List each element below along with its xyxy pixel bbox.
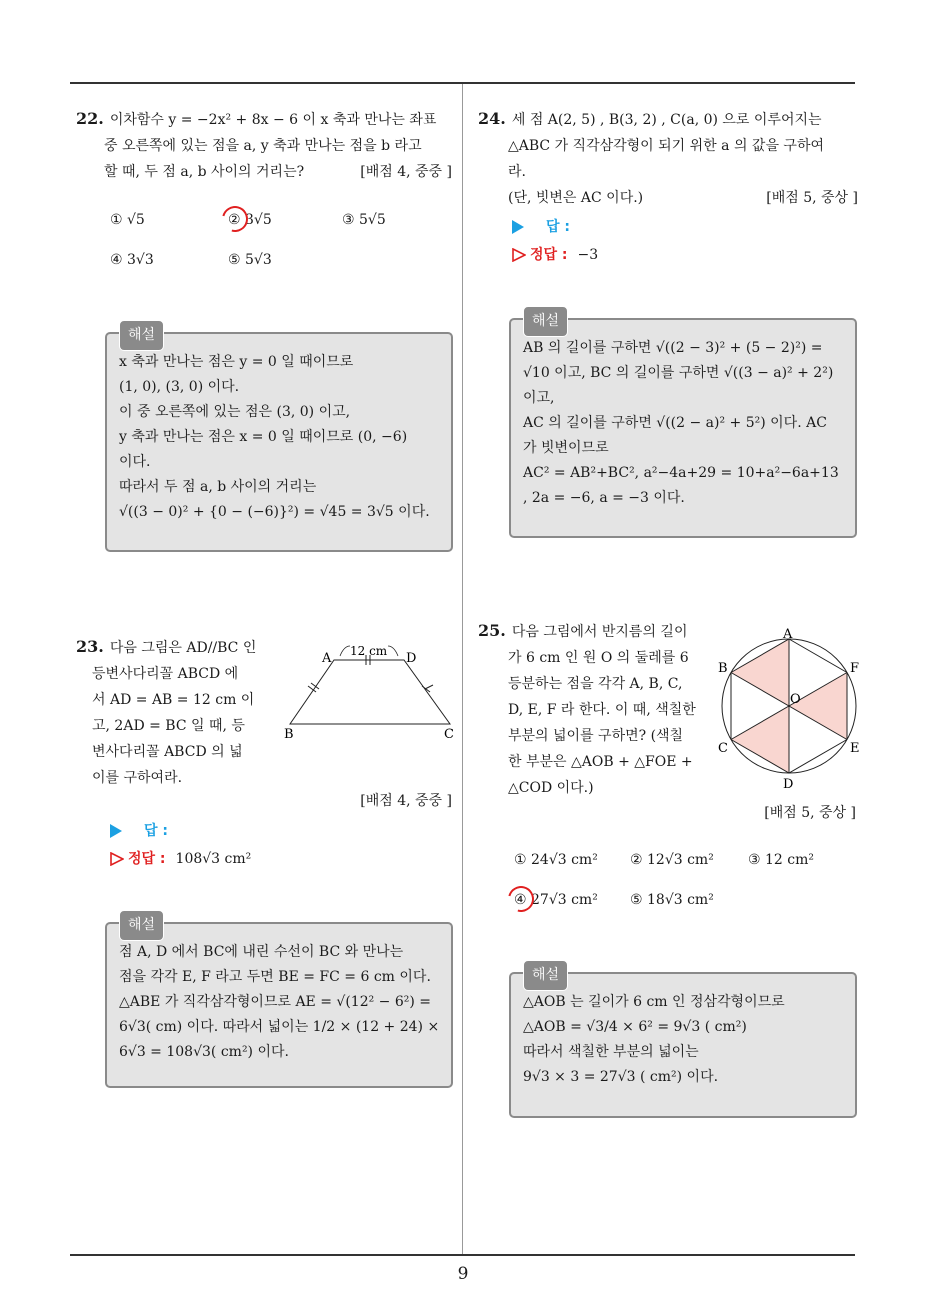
- explanation-line: 이다.: [119, 454, 151, 470]
- choices-22: [110, 212, 450, 272]
- question-number: 22.: [76, 109, 104, 128]
- question-text-line: 이차함수 y = −2x² + 8x − 6 이 x 축과 만나는 좌표: [109, 112, 437, 128]
- answer-line-23[interactable]: [110, 820, 168, 840]
- question-25: [478, 618, 708, 801]
- vertex-d: D: [783, 777, 794, 788]
- correct-line-23: [110, 848, 251, 868]
- score-meta: [배점 5, 중상 ]: [766, 190, 858, 206]
- question-text-line: D, E, F 라 한다. 이 때, 색칠한: [508, 702, 696, 718]
- score-meta-23: [배점 4, 중중 ]: [360, 793, 452, 809]
- page-number: 9: [457, 1264, 469, 1284]
- explanation-line: 점을 각각 E, F 라고 두면 BE = FC = 6 cm 이다.: [119, 969, 431, 985]
- play-icon: [110, 824, 122, 838]
- question-number: 23.: [76, 637, 104, 656]
- choice-5[interactable]: ⑤ 5√3: [228, 252, 272, 268]
- explanation-line: , 2a = −6, a = −3 이다.: [523, 490, 685, 506]
- question-text-line: 세 점 A(2, 5) , B(3, 2) , C(a, 0) 으로 이루어지는: [511, 112, 822, 128]
- choice-2[interactable]: ② 12√3 cm²: [630, 852, 714, 868]
- question-text-line: 등변사다리꼴 ABCD 에: [92, 666, 239, 682]
- play-outline-icon: [110, 852, 124, 866]
- choice-2[interactable]: ② 3√5: [228, 212, 272, 228]
- explanation-22: [105, 327, 453, 552]
- explanation-line: AC 의 길이를 구하면 √((2 − a)² + 5²) 이다. AC: [523, 415, 827, 431]
- column-divider: [462, 84, 463, 1254]
- question-text-line: 이를 구하여라.: [92, 770, 183, 786]
- explanation-line: 이 중 오른쪽에 있는 점은 (3, 0) 이고,: [119, 404, 351, 420]
- explanation-tag: 해설: [119, 910, 164, 941]
- question-number: 24.: [478, 109, 506, 128]
- explanation-24: [509, 313, 857, 538]
- explanation-line: √((3 − 0)² + {0 − (−6)}²) = √45 = 3√5 이다.: [119, 504, 430, 520]
- question-text-line: 한 부분은 △AOB + △FOE +: [508, 754, 693, 770]
- answer-label: 답 :: [144, 823, 168, 839]
- choice-3[interactable]: ③ 12 cm²: [748, 852, 814, 868]
- bottom-rule: [70, 1254, 855, 1256]
- correct-value: 108√3 cm²: [175, 851, 252, 867]
- question-text-line: 등분하는 점을 각각 A, B, C,: [508, 676, 683, 692]
- vertex-a: A: [322, 651, 332, 666]
- question-text-line: 부분의 넓이를 구하면? (색칠: [508, 728, 684, 744]
- vertex-e: E: [850, 741, 860, 756]
- answer-line-24[interactable]: [512, 216, 570, 236]
- correct-line-24: [512, 244, 598, 264]
- choices-25: [514, 852, 854, 912]
- explanation-line: 6√3( cm) 이다. 따라서 넓이는 1/2 × (12 + 24) ×: [119, 1019, 440, 1035]
- choice-1[interactable]: ① √5: [110, 212, 145, 228]
- vertex-b: B: [718, 661, 728, 676]
- question-text-line: 다음 그림은 AD//BC 인: [109, 640, 257, 656]
- question-text-line: 고, 2AD = BC 일 때, 등: [92, 718, 245, 734]
- explanation-line: 점 A, D 에서 BC에 내린 수선이 BC 와 만나는: [119, 944, 404, 960]
- explanation-tag: 해설: [119, 320, 164, 351]
- question-text-line: △ABC 가 직각삼각형이 되기 위한 a 의 값을 구하여: [508, 138, 824, 154]
- explanation-line: x 축과 만나는 점은 y = 0 일 때이므로: [119, 354, 354, 370]
- explanation-line: (1, 0), (3, 0) 이다.: [119, 379, 240, 395]
- question-text-line: 중 오른쪽에 있는 점을 a, y 축과 만나는 점을 b 라고: [104, 138, 422, 154]
- answer-label: 답 :: [546, 219, 570, 235]
- hexagon-circle-figure: [714, 624, 864, 788]
- question-text-line: 서 AD = AB = 12 cm 이: [92, 692, 255, 708]
- choice-1[interactable]: ① 24√3 cm²: [514, 852, 598, 868]
- length-label: 12 cm: [350, 644, 388, 658]
- question-text-line: 변사다리꼴 ABCD 의 넓: [92, 744, 243, 760]
- question-text-line: 다음 그림에서 반지름의 길이: [511, 624, 688, 640]
- question-22: [76, 106, 452, 185]
- question-23: [76, 634, 276, 791]
- vertex-a: A: [783, 627, 793, 642]
- explanation-line: 이고,: [523, 390, 555, 406]
- correct-label: 정답 :: [128, 851, 166, 867]
- explanation-line: △AOB 는 길이가 6 cm 인 정삼각형이므로: [523, 994, 785, 1010]
- vertex-b: B: [284, 727, 294, 742]
- trapezoid-figure: [282, 642, 462, 742]
- explanation-25: [509, 967, 857, 1118]
- choice-5[interactable]: ⑤ 18√3 cm²: [630, 892, 714, 908]
- vertex-c: C: [444, 727, 454, 742]
- explanation-23: [105, 917, 453, 1088]
- explanation-line: △ABE 가 직각삼각형이므로 AE = √(12² − 6²) =: [119, 994, 432, 1010]
- explanation-tag: 해설: [523, 306, 568, 337]
- explanation-line: 따라서 색칠한 부분의 넓이는: [523, 1044, 699, 1060]
- explanation-line: 6√3 = 108√3( cm²) 이다.: [119, 1044, 289, 1060]
- vertex-d: D: [406, 651, 417, 666]
- answer-mark-icon: [217, 201, 253, 237]
- score-meta-25: [배점 5, 중상 ]: [764, 805, 856, 821]
- question-text-line: (단, 빗변은 AC 이다.): [508, 190, 644, 206]
- explanation-line: AB 의 길이를 구하면 √((2 − 3)² + (5 − 2)²) =: [523, 340, 823, 356]
- question-text-line: 라.: [508, 164, 526, 180]
- vertex-f: F: [850, 661, 860, 676]
- question-text-line: △COD 이다.): [508, 780, 594, 796]
- explanation-line: 가 빗변이므로: [523, 440, 609, 456]
- question-text-line: 가 6 cm 인 원 O 의 둘레를 6: [508, 650, 689, 666]
- explanation-line: AC² = AB²+BC², a²−4a+29 = 10+a²−6a+13: [523, 465, 839, 481]
- score-meta: [배점 4, 중중 ]: [360, 164, 452, 180]
- correct-label: 정답 :: [530, 247, 568, 263]
- choice-3[interactable]: ③ 5√5: [342, 212, 386, 228]
- correct-value: −3: [577, 247, 599, 263]
- center-o: O: [790, 692, 801, 707]
- answer-mark-icon: [503, 881, 539, 917]
- choice-4[interactable]: ④ 27√3 cm²: [514, 892, 598, 908]
- explanation-line: 9√3 × 3 = 27√3 ( cm²) 이다.: [523, 1069, 719, 1085]
- question-24: [478, 106, 858, 211]
- play-outline-icon: [512, 248, 526, 262]
- choice-4[interactable]: ④ 3√3: [110, 252, 154, 268]
- question-text-line: 할 때, 두 점 a, b 사이의 거리는?: [104, 164, 305, 180]
- explanation-line: y 축과 만나는 점은 x = 0 일 때이므로 (0, −6): [119, 429, 408, 445]
- explanation-line: △AOB = √3/4 × 6² = 9√3 ( cm²): [523, 1019, 747, 1035]
- explanation-line: √10 이고, BC 의 길이를 구하면 √((3 − a)² + 2²): [523, 365, 834, 381]
- explanation-tag: 해설: [523, 960, 568, 991]
- vertex-c: C: [718, 741, 728, 756]
- question-number: 25.: [478, 621, 506, 640]
- play-icon: [512, 220, 524, 234]
- explanation-line: 따라서 두 점 a, b 사이의 거리는: [119, 479, 317, 495]
